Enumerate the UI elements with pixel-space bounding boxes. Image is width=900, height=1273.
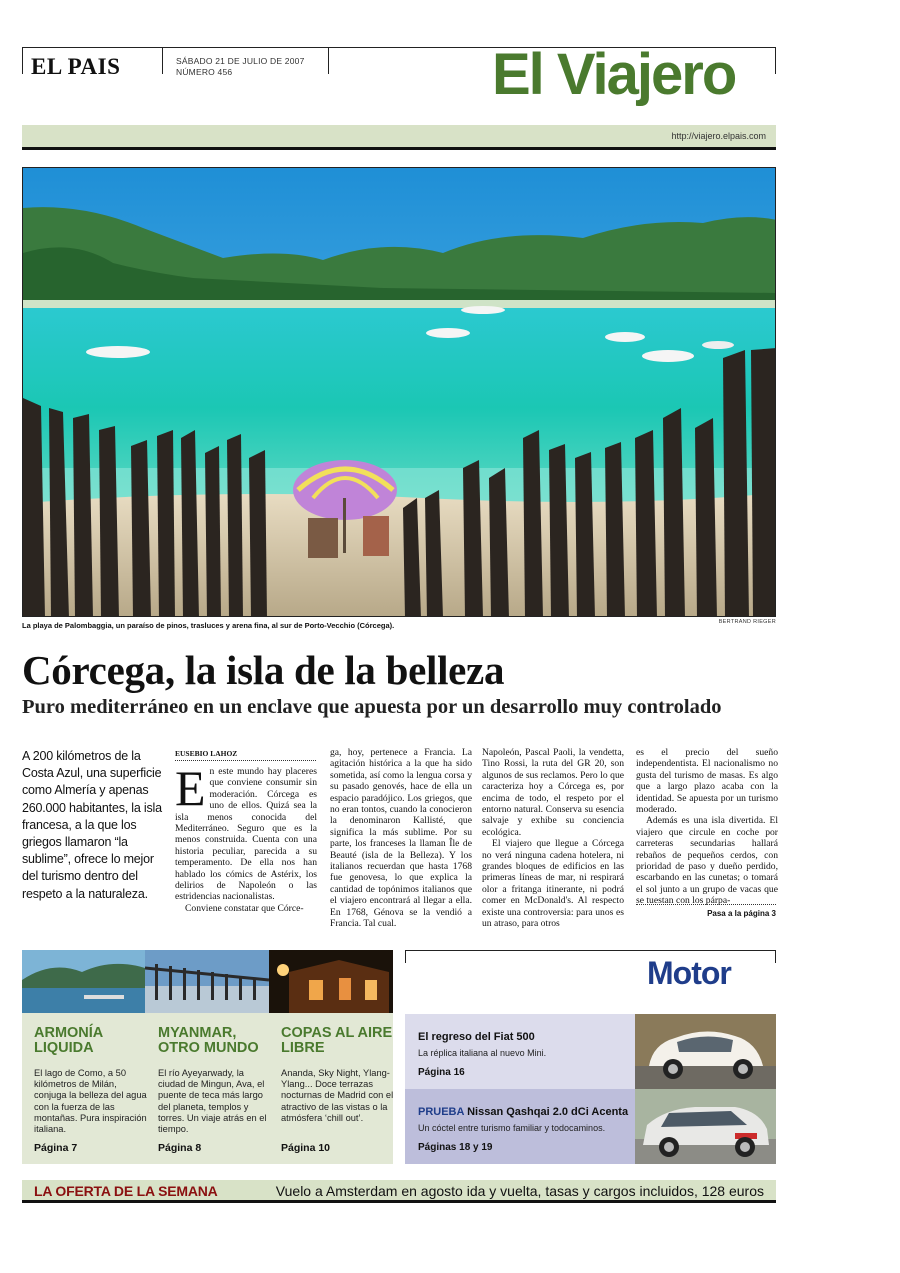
byline: EUSEBIO LAHOZ xyxy=(175,749,316,761)
article-headline: Córcega, la isla de la belleza xyxy=(22,647,505,693)
masthead-tick xyxy=(328,48,329,74)
promo-page-link[interactable]: Página 8 xyxy=(158,1142,202,1154)
issue-date: SÁBADO 21 DE JULIO DE 2007 xyxy=(176,56,305,66)
promo-item[interactable] xyxy=(158,1026,273,1135)
issue-number: NÚMERO 456 xyxy=(176,67,233,77)
promo-panel xyxy=(22,950,393,1164)
promo-text: El río Ayeyarwady, la ciudad de Mingun, Ava, el puente de teca más largo del planeta, templos y torres. Un viaje atrás en el tiempo. xyxy=(158,1068,267,1135)
myanmar-bridge-thumbnail[interactable] xyxy=(145,950,269,1013)
newspaper-name: EL PAIS xyxy=(31,54,121,79)
article-summary: A 200 kilómetros de la Costa Azul, una superficie como Almería y apenas 260.000 habitantes, la isla francesa, a la que los griegos llamaron “la sublime”, ofrece lo mejor del turismo dentro del respeto a la naturaleza. xyxy=(22,749,162,901)
paragraph-text: n este mundo hay placeres que conviene consumir sin moderación. Córcega es uno de ellos. Quizá sea la isla menos conocida del Mediterráneo. Seguro que es la menos construida. Cuenta con una historia peculiar, parecida a su temperamento. De ella nos han hablado los cómics de Astérix, los delirios de Napoleón o las estridencias nacionalistas. xyxy=(175,766,317,903)
promo-page-link[interactable]: Página 10 xyxy=(281,1142,331,1154)
motor-tick xyxy=(775,951,776,963)
article-paragraph: Conviene constatar que Córce- xyxy=(185,902,304,914)
continue-link[interactable]: Pasa a la página 3 xyxy=(636,904,776,918)
photo-caption: La playa de Palombaggia, un paraíso de pinos, trasluces y arena fina, al sur de Porto-Vecchio (Córcega). xyxy=(22,621,395,630)
promo-title: MYANMAR, OTRO MUNDO xyxy=(158,1025,259,1056)
offer-text: Vuelo a Amsterdam en agosto ida y vuelta, tasas y cargos incluidos, 128 euros xyxy=(275,1183,764,1199)
weekly-offer-bar[interactable] xyxy=(22,1180,776,1203)
motor-item-title: Nissan Qashqai 2.0 dCi Acenta xyxy=(467,1106,629,1118)
article-column-2 xyxy=(330,747,472,930)
article-paragraph: ga, hoy, pertenece a Francia. La agitación histórica a la que ha sido sometida, así como la lengua corsa y su pasado genovés, hace de ella un espacio paradójico. Los griegos, que no eran tontos, cuando la conocieron la denominaron Kallisté, que significa la más sublime. Por su parte, los franceses la llaman Île de Beauté (isla de la Belleza). Y los italianos recuerdan que hasta 1768 fue genovesa, lo que explica la cantidad de topónimos italianos que el viajero encontrará al llegar a ella. En 1768, Génova se la vendió a Francia. Tal cual. xyxy=(330,747,472,930)
article-subhead: Puro mediterráneo en un enclave que apuesta por un desarrollo muy controlado xyxy=(22,696,722,718)
offer-label: LA OFERTA DE LA SEMANA xyxy=(34,1183,218,1199)
masthead-tick xyxy=(775,48,776,74)
lake-como-thumbnail[interactable] xyxy=(22,950,145,1013)
motor-page-link[interactable]: Página 16 xyxy=(418,1067,465,1078)
promo-item[interactable] xyxy=(281,1026,396,1124)
promo-title: COPAS AL AIRE LIBRE xyxy=(281,1025,393,1056)
masthead-tick xyxy=(162,48,163,74)
motor-section-title: Motor xyxy=(647,955,731,991)
article-column-3 xyxy=(482,747,624,930)
section-title: El Viajero xyxy=(492,42,736,107)
motor-page-link[interactable]: Páginas 18 y 19 xyxy=(418,1142,493,1153)
header-divider xyxy=(22,147,776,150)
motor-item-fiat[interactable] xyxy=(405,1014,635,1089)
motor-item-headline: El regreso del Fiat 500 xyxy=(418,1031,535,1043)
motor-item-headline xyxy=(418,1106,628,1118)
photo-credit: BERTRAND RIEGER xyxy=(718,619,776,625)
article-column-1 xyxy=(175,760,317,914)
url-bar xyxy=(22,125,776,147)
promo-title: ARMONÍA LIQUIDA xyxy=(34,1025,103,1056)
article-paragraph: Napoleón, Pascal Paoli, la vendetta, Tino Rossi, la ruta del GR 20, son algunos de sus reclamos. Pero lo que caracteriza hoy a Córcega es, por encima de todo, el respeto por el entorno natural. Conserva su esencia salvaje y exhibe su conciencia ecológica. xyxy=(482,747,624,838)
drop-cap: E xyxy=(175,760,206,816)
article-paragraph: El viajero que llegue a Córcega no verá ninguna cadena hotelera, ni grandes bloques de edificios en las primeras líneas de mar, ni respirará olor a fritanga itinerante, ni podrá comer en McDonald's. Al respecto existe una controversia: para unos es un atraso, para otros xyxy=(482,838,624,930)
terrace-night-thumbnail[interactable] xyxy=(269,950,393,1013)
motor-item-nissan[interactable] xyxy=(405,1089,635,1164)
article-column-4 xyxy=(636,747,778,907)
fiat-500-photo xyxy=(635,1014,776,1089)
article-paragraph xyxy=(175,760,317,903)
article-paragraph: Además es una isla divertida. El viajero que circule en coche por carreteras secundarias hallará rebaños de pequeños cerdos, con prioridad de paso y dueño perdido, escarbando en las cunetas; o tomará el sol junto a un grupo de vacas que se tuestan con los párpa- xyxy=(636,815,778,907)
nissan-qashqai-photo xyxy=(635,1089,776,1164)
motor-tick xyxy=(405,951,406,963)
promo-item[interactable] xyxy=(34,1026,149,1135)
article-paragraph: es el precio del sueño independentista. El nacionalismo no gusta del turismo de masas. Es algo que a largo plazo acaba con la identidad. Se apuesta por un turismo moderado. xyxy=(636,747,778,816)
promo-page-link[interactable]: Página 7 xyxy=(34,1142,78,1154)
motor-item-text: Un cóctel entre turismo familiar y todocaminos. xyxy=(418,1123,606,1133)
test-tag: PRUEBA xyxy=(418,1106,465,1118)
masthead-tick xyxy=(22,48,23,74)
motor-item-text: La réplica italiana al nuevo Mini. xyxy=(418,1048,547,1058)
promo-text: El lago de Como, a 50 kilómetros de Milán, conjuga la belleza del agua con la fuerza de las montañas. Pura inspiración italiana. xyxy=(34,1068,147,1135)
beach-photo xyxy=(22,167,776,617)
promo-text: Ananda, Sky Night, Ylang-Ylang... Doce terrazas nocturnas de Madrid con el atractivo de las vistas o la atmósfera ‘chill out’. xyxy=(281,1068,394,1123)
section-url-link[interactable]: http://viajero.elpais.com xyxy=(671,131,766,141)
